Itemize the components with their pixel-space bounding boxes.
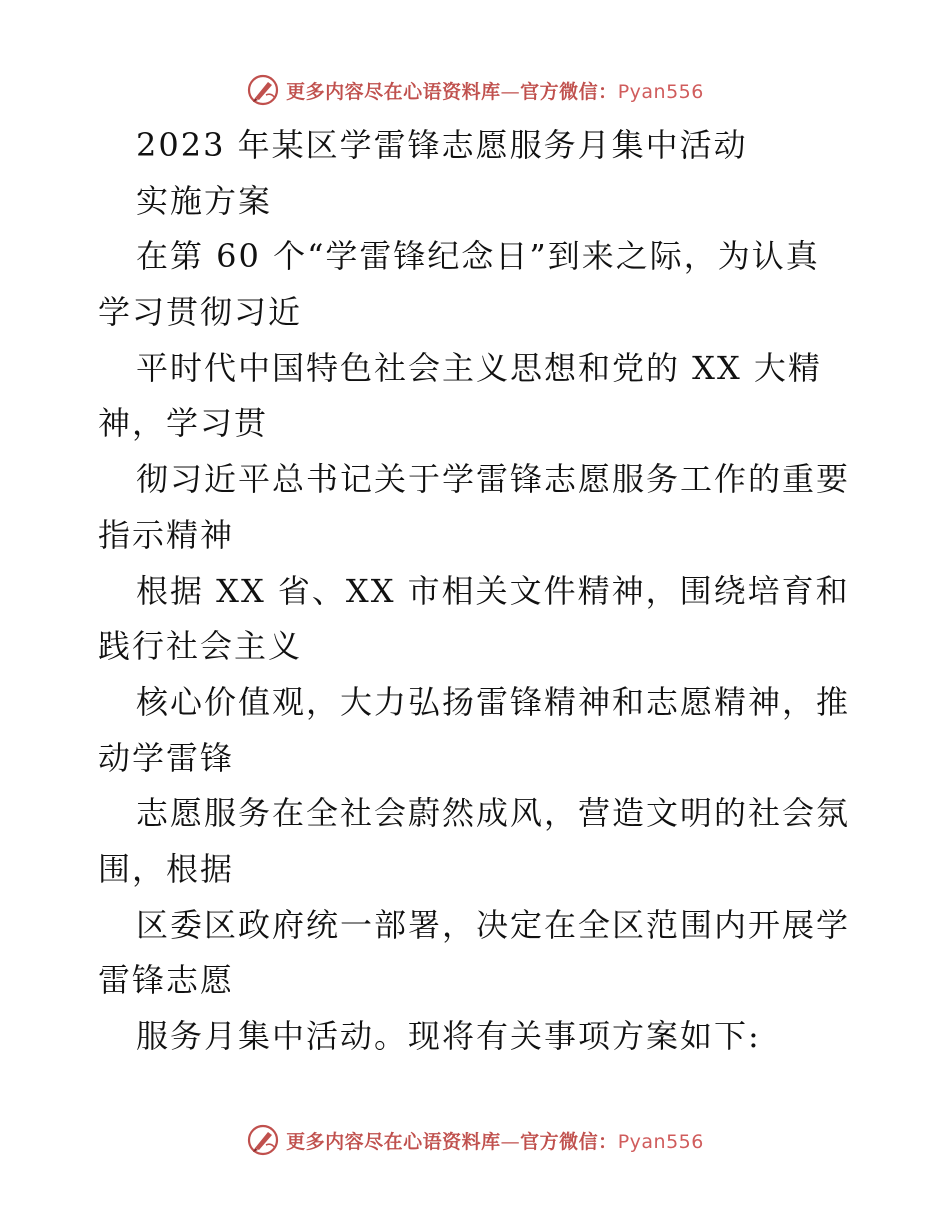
paragraph-line: 核心价值观，大力弘扬雷锋精神和志愿精神，推 <box>136 682 851 721</box>
paragraph-line: 根据 XX 省、XX 市相关文件精神，围绕培育和 <box>136 571 850 610</box>
watermark-footer <box>0 1120 950 1160</box>
paragraph-line: 神，学习贯 <box>98 404 269 443</box>
paragraph-line: 平时代中国特色社会主义思想和党的 XX 大精 <box>136 348 822 387</box>
watermark-text: 更多内容尽在心语资料库—官方微信：Pyan556 <box>286 80 704 103</box>
paragraph-line: 践行社会主义 <box>98 627 303 666</box>
paragraph-line: 志愿服务在全社会蔚然成风，营造文明的社会氛 <box>136 794 851 833</box>
paragraph-line: 彻习近平总书记关于学雷锋志愿服务工作的重要 <box>136 460 851 499</box>
paragraph-line: 雷锋志愿 <box>98 961 235 1000</box>
paragraph-line: 围，根据 <box>98 849 235 888</box>
document-body <box>98 118 868 1065</box>
paragraph-line: 动学雷锋 <box>98 738 235 777</box>
doc-title-line-1: 2023 年某区学雷锋志愿服务月集中活动 <box>136 126 748 164</box>
paragraph-line: 学习贯彻习近 <box>98 293 303 332</box>
paragraph-line: 指示精神 <box>98 515 235 554</box>
doc-title-line-2: 实施方案 <box>136 181 273 220</box>
pen-circle-logo-icon <box>246 1123 280 1157</box>
paragraph-line: 在第 60 个“学雷锋纪念日”到来之际，为认真 <box>136 237 820 276</box>
paragraph-line: 服务月集中活动。现将有关事项方案如下: <box>136 1017 761 1055</box>
watermark-header <box>0 70 950 110</box>
watermark-text: 更多内容尽在心语资料库—官方微信：Pyan556 <box>286 1130 704 1153</box>
paragraph-line: 区委区政府统一部署，决定在全区范围内开展学 <box>136 905 851 944</box>
pen-circle-logo-icon <box>246 73 280 107</box>
